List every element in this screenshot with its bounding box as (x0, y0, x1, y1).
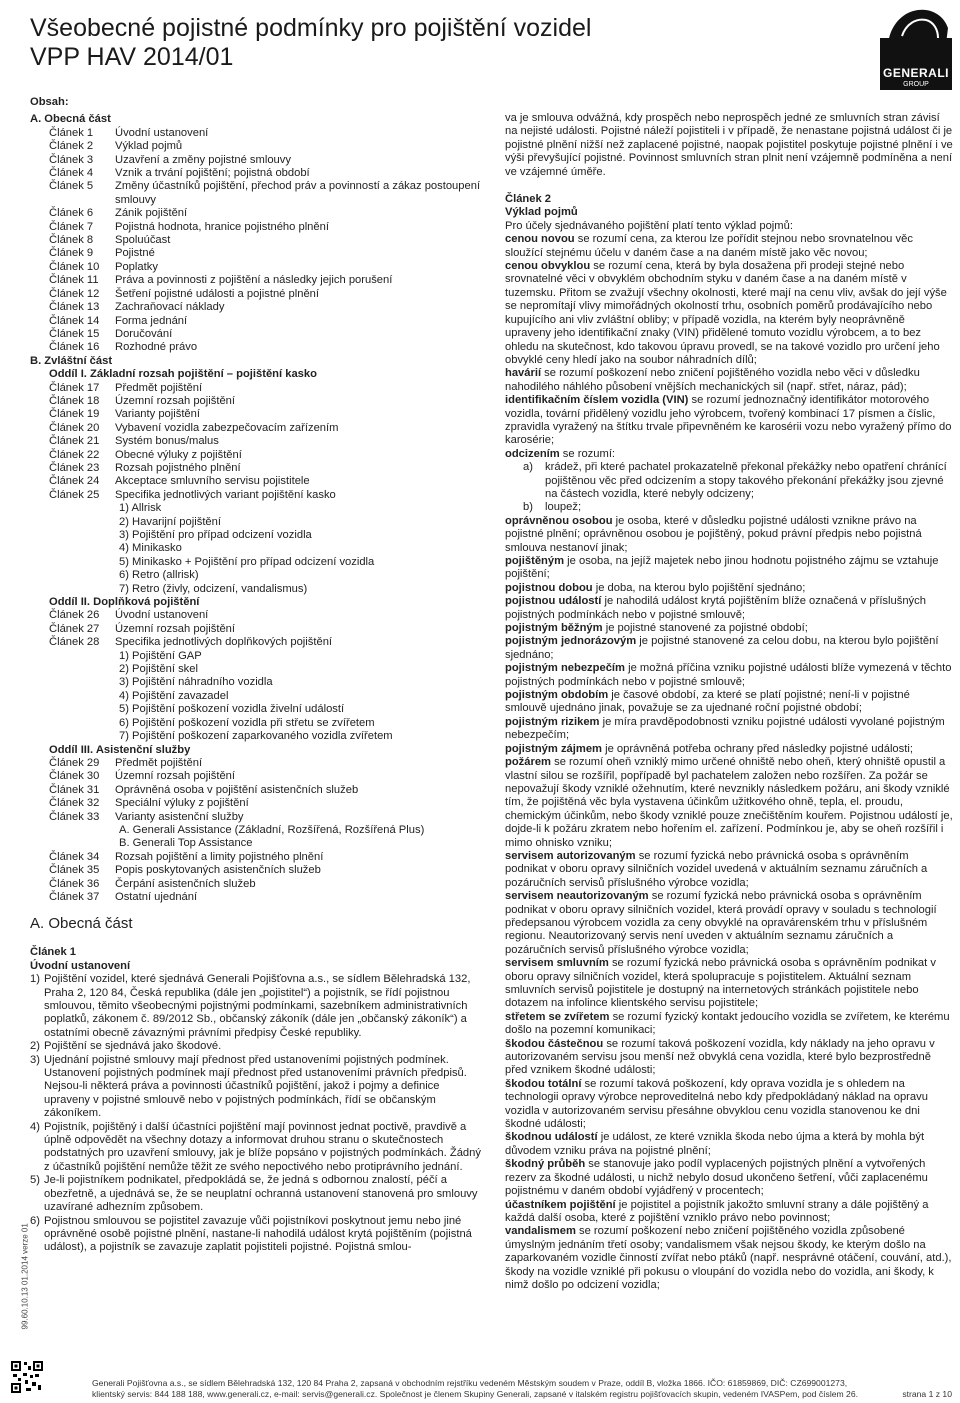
definition-text: je doba, na kterou bylo pojištění sjednáno; (592, 581, 806, 594)
toc-item (30, 489, 485, 502)
footer-line-2: klientský servis: 844 188 188, www.generali.cz, e-mail: servis@generali.cz. Společnost je členem Skupiny Generali, zapsané v italském registru pojišťovacích skupin, vedeném IVASPem, pod číslem 26. (92, 1389, 859, 1399)
toc-item-number: Článek 12 (49, 287, 100, 300)
definition-term: servisem neautorizovaným (505, 890, 649, 903)
logo-box (880, 38, 952, 90)
toc-item-number: Článek 3 (49, 153, 94, 166)
toc-item (30, 154, 485, 167)
toc-subitem: 1) Allrisk (119, 502, 162, 515)
paragraph-text: Pojištění vozidel, které sjednává Generali Pojišťovna a.s., se sídlem Bělehradská 132, Praha 2, 120 84, Česká republika (dále jen „pojistitel“) a pojistník, se řídí pojistnou smlouvou, těmito všeobecnými pojistnými podmínkami, sazebníkem administrativních poplatků, zákonem č. 89/2012 Sb., občanský zákoník (dále jen „občanský zákoník“) a ostatními obecně závaznými právními předpisy České republiky. (44, 973, 471, 1039)
toc-item (30, 261, 485, 274)
paragraph-number: 4) (30, 1120, 40, 1133)
generali-logo (880, 6, 952, 92)
toc-item-number: Článek 20 (49, 421, 100, 434)
paragraph-number: 5) (30, 1174, 40, 1187)
toc-item-number: Článek 21 (49, 435, 100, 448)
toc-item-title: Uzavření a změny pojistné smlouvy (115, 153, 291, 166)
definition-text: se stanovuje jako podíl vyplacených pojistných plnění a vytvořených rezerv za škodné události, u nichž nebylo dosud ukončeno šetření, vůči zaplacenému pojistnému v daném období vyjádřený v procentech; (505, 1158, 928, 1198)
toc-item (30, 864, 485, 877)
toc-item (30, 180, 485, 207)
toc-item (30, 288, 485, 301)
toc-item-title: Úvodní ustanovení (115, 126, 209, 139)
toc-item-number: Článek 28 (49, 636, 100, 649)
toc-item-title: Poplatky (115, 260, 158, 273)
definition-text: je časové období, za které se platí pojistné; není-li v pojistné smlouvě ujednáno jinak, považuje se za ujednané roční pojistné období; (505, 689, 910, 715)
footer-line-1: Generali Pojišťovna a.s., se sídlem Bělehradská 132, 120 84 Praha 2, zapsaná v obchodním rejstříku vedeném Městským soudem v Praze, oddíl B, vložka 1866. IČO: 61859869, DIČ: CZ699001273, (92, 1378, 848, 1388)
toc-part-a-list (30, 127, 485, 355)
definition-item (505, 1078, 953, 1132)
theft-item-letter: b) (523, 501, 533, 514)
toc-item-number: Článek 9 (49, 247, 94, 260)
toc-item (30, 408, 485, 421)
toc-item-number: Článek 14 (49, 314, 100, 327)
toc-item (30, 784, 485, 797)
toc-item (30, 422, 485, 435)
toc-item-title: Předmět pojištění (115, 381, 203, 394)
toc-subitem: 6) Retro (allrisk) (119, 569, 199, 582)
definition-text: se rozumí fyzická nebo právnická osoba s oprávněním podnikat v oboru opravy silničních vozidel uvedená v aktuálním seznamu záručních a pozáručních servisů příslušného výrobce vozidla; (505, 849, 928, 889)
definition-term: pojistnou dobou (505, 581, 593, 594)
toc-subitem: 2) Pojištění skel (119, 663, 198, 676)
theft-item-text: loupež; (545, 501, 582, 514)
toc-item-title: Systém bonus/malus (115, 435, 219, 448)
definition-item (505, 622, 953, 635)
toc-item (30, 770, 485, 783)
definition-item (505, 555, 953, 582)
toc-item (30, 247, 485, 260)
toc-item-number: Článek 35 (49, 864, 100, 877)
definition-term: servisem autorizovaným (505, 849, 636, 862)
definition-term: oprávněnou osobou (505, 514, 613, 527)
definition-item (505, 1158, 953, 1198)
toc-item-title: Předmět pojištění (115, 756, 203, 769)
definition-term: odcizením (505, 447, 560, 460)
definition-term: účastníkem pojištění (505, 1198, 616, 1211)
definition-item (505, 515, 953, 555)
definition-item (505, 233, 953, 260)
definition-item (505, 595, 953, 622)
toc-item-title: Ostatní ujednání (115, 890, 198, 903)
page-title (30, 14, 591, 72)
toc-item-title: Změny účastníků pojištění, přechod práv a povinností a zákaz postoupení smlouvy (115, 180, 481, 206)
definition-item (505, 367, 953, 394)
toc-item-title: Rozsah pojištění a limity pojistného plnění (115, 850, 324, 863)
article-2-title: Výklad pojmů (505, 206, 578, 219)
toc-item-number: Článek 36 (49, 877, 100, 890)
definition-term: požárem (505, 756, 552, 769)
toc-subitem: 3) Pojištění pro případ odcizení vozidla (119, 529, 312, 541)
definition-text: se rozumí oheň vzniklý mimo určené ohniště nebo oheň, který ohniště opustil a vlastní silou se rozšířil, popřípadě byl pachatelem založen nebo rozšířen. Za požár se nepovažují škody vzniklé ožehnutím, které nevznikly následkem požáru, ani škody vzniklé tím, že pojištěná věc byla vystavena účinkům užitkového ohně, tepla, el. proudu, chemickým účinkům, nebo škody vzniklé pouze znečištěním kouřem. Pojistnou událostí je, dojde-li k požáru zkratem nebo hořením el. zařízení. Podmínkou je, aby se oheň rozšířil i mimo ohnisko vzniku; (505, 756, 953, 849)
toc-item (30, 234, 485, 247)
theft-definition-items (505, 461, 953, 515)
article-2-intro: Pro účely sjednávaného pojištění platí tento výklad pojmů: (505, 219, 793, 232)
toc-subitem: 1) Pojištění GAP (119, 649, 202, 662)
theft-item (523, 461, 953, 501)
toc-item-number: Článek 34 (49, 850, 100, 863)
article-1-paragraph (30, 1121, 485, 1175)
definition-item (505, 394, 953, 448)
toc-item-number: Článek 31 (49, 783, 100, 796)
toc-subitem: 6) Pojištění poškození vozidla při střetu se zvířetem (119, 716, 375, 729)
toc-item (30, 757, 485, 770)
definition-item (505, 1131, 953, 1158)
toc-item-number: Článek 27 (49, 622, 100, 635)
toc-item (30, 609, 485, 622)
paragraph-text: Pojištění se sjednává jako škodové. (44, 1040, 222, 1053)
toc-item-number: Článek 25 (49, 488, 100, 501)
toc-item-number: Článek 24 (49, 475, 100, 488)
toc-section-1-list (30, 382, 485, 503)
toc-item (30, 797, 485, 810)
toc-section-2: Oddíl II. Doplňková pojištění (49, 596, 200, 609)
toc-item-title: Šetření pojistné události a pojistné plnění (115, 287, 319, 300)
toc-item (30, 462, 485, 475)
definition-text: se rozumí fyzická nebo právnická osoba s oprávněním podnikat v oboru opravy silničních vozidel, která spolupracuje s pojistitelem. Aktuální seznam smluvních servisů pojistitele je dostupný na internetových stránkách pojistitele nebo dotazem na infolince klientského servisu pojistitele; (505, 957, 936, 1010)
logo-group: GROUP (903, 81, 929, 88)
paragraph-number: 2) (30, 1040, 40, 1053)
toc-subitem: 5) Minikasko + Pojištění pro případ odcizení vozidla (119, 555, 375, 568)
definition-term: cenou obvyklou (505, 260, 591, 273)
definition-text: se rozumí: (559, 447, 616, 460)
paragraph-number: 6) (30, 1214, 40, 1227)
definition-term: vandalismem (505, 1225, 576, 1238)
definition-text: se rozumí fyzický kontakt jedoucího vozidla se zvířetem, ke kterému došlo na pozemní komunikaci; (505, 1010, 950, 1037)
toc-part-b: B. Zvláštní část (30, 354, 113, 367)
toc-item (30, 140, 485, 153)
title-line-1: Všeobecné pojistné podmínky pro pojištění vozidel (30, 14, 592, 42)
definition-text: se rozumí poškození nebo zničení pojištěného vozidla způsobené úmyslným jednáním třetí osoby; vandalismem však nejsou škody, ke kterým došlo na zaparkovaném vozidle činností zvířat nebo ptáků (např. nesprávné otáčení, couvání, atd.), škody na vozidle vzniklé při pokusu o vloupání do vozidla nebo do vozidla, ani škody, k nimž došlo po odcizení vozidla; (505, 1225, 952, 1291)
toc-item (30, 395, 485, 408)
toc-item-number: Článek 13 (49, 301, 100, 314)
paragraph-number: 1) (30, 973, 40, 986)
definition-item (505, 890, 953, 957)
definition-text: je nahodilá událost krytá pojištěním blíže označená v příslušných pojistných podmínkách nebo v pojistné smlouvě; (505, 595, 926, 621)
toc-item (30, 207, 485, 220)
toc-item-number: Článek 11 (49, 274, 99, 287)
left-column (30, 96, 485, 1255)
toc-item (30, 221, 485, 234)
paragraph-text: Je-li pojistníkem podnikatel, předpokládá se, že jedná s odbornou znalostí, péčí a obezřetně, a ujednává se, že se neuplatní ochranná ustanovení stanovená pro smlouvy uzavírané adhezním způsobem. (44, 1174, 478, 1214)
toc-item-number: Článek 29 (49, 756, 100, 769)
definition-item (505, 957, 953, 1011)
definition-item (505, 1011, 953, 1038)
toc-item-title: Obecné výluky z pojištění (115, 448, 242, 461)
toc-item (30, 341, 485, 354)
definition-term: škodný průběh (505, 1158, 586, 1171)
definition-text: je pojistné stanovené za celou dobu, na kterou bylo pojištění sjednáno; (505, 635, 939, 661)
toc-item-number: Článek 16 (49, 341, 100, 354)
toc-subitem: 2) Havarijní pojištění (119, 515, 221, 528)
definition-term: havárií (505, 367, 542, 380)
article-1-continuation: va je smlouva odvážná, kdy prospěch nebo neprospěch jedné ze smluvních stran závisí na nejisté události. Pojistné náleží pojistiteli i v případě, že nenastane pojistná událost či je pojistné plnění nižší než zaplacené pojistné, naopak pojistitel poskytuje pojistné plnění i ve výši převyšující pojistné. Povinnost smluvních stran plnit není vzájemně podmíněna a není ve vzájemné úměře. (505, 112, 953, 178)
toc-subitem: 7) Pojištění poškození zaparkovaného vozidla zvířetem (119, 730, 393, 743)
theft-item (523, 501, 953, 514)
toc-item (30, 475, 485, 488)
toc-item (30, 301, 485, 314)
toc-item (30, 382, 485, 395)
toc-item-number: Článek 30 (49, 770, 100, 783)
toc-item (30, 435, 485, 448)
toc-item-title: Akceptace smluvního servisu pojistitele (115, 475, 310, 488)
theft-item-text: krádež, při které pachatel prokazatelně překonal překážky nebo opatření chránící pojištěnou věc před odcizením a stopy takového překonání překážky jsou zjevné na částech vozidla, které nebyly odcizeny; (545, 461, 947, 500)
toc-item-title: Výklad pojmů (115, 140, 183, 153)
definition-item (505, 1225, 953, 1292)
definition-item (505, 850, 953, 890)
definition-item (505, 260, 953, 367)
right-column (505, 112, 953, 1292)
definition-term: pojistnou událostí (505, 595, 602, 608)
definition-term: pojištěným (505, 555, 565, 567)
toc-item-number: Článek 37 (49, 890, 100, 903)
definition-text: je míra pravděpodobnosti vzniku pojistné události vyvolané pojistným nebezpečím; (505, 715, 945, 742)
toc-section-2-sublist (30, 650, 485, 744)
toc-item-number: Článek 5 (49, 180, 94, 193)
toc-item-number: Článek 1 (49, 126, 94, 139)
toc-item-number: Článek 22 (49, 448, 100, 461)
definition-text: se rozumí jednoznačný identifikátor motorového vozidla, tovární přidělený vozidlu jeho výrobcem, tvořený kombinací 17 písmen a číslic, zpravidla vyražený na štítku trvale připevněném ke karosérii vozu nebo vyražený přímo do karosérie; (505, 394, 952, 447)
definition-term: škodou totální (505, 1077, 582, 1090)
toc-item-title: Doručování (115, 327, 173, 340)
toc-subitem: 7) Retro (živly, odcizení, vandalismus) (119, 582, 308, 595)
article-1-title: Úvodní ustanovení (30, 959, 131, 972)
toc-item-title: Forma jednání (115, 314, 188, 327)
definition-text: se rozumí fyzická nebo právnická osoba s oprávněním podnikat v oboru opravy silničních vozidel, která provádí opravy v souladu s technologií předepsanou výrobcem vozidla za ceny obvyklé na opravárenském trhu v příslušném regionu. Neautorizovaný servis není uveden v aktuálním seznamu záručních a pozáručních servisů příslušného výrobce vozidla; (505, 890, 937, 956)
toc-item-title: Územní rozsah pojištění (115, 622, 236, 635)
toc-item (30, 127, 485, 140)
footer (92, 1378, 952, 1400)
toc-section-3-list-a (30, 757, 485, 824)
paragraph-text: Ujednání pojistné smlouvy mají přednost před ustanoveními pojistných podmínek. Ustanovení pojistných podmínek mají přednost před ustanoveními právních předpisů. Nejsou-li některá práva a povinnosti účastníků pojištění, jakož i pojmy a definice upraveny v pojistné smlouvě nebo v pojistných podmínkách, řídí se občanským zákoníkem. (44, 1053, 467, 1120)
toc-item-number: Článek 10 (49, 260, 100, 273)
definition-text: je pojistitel a pojistník jakožto smluvní strany a dále pojištěný a každá další osoba, které z pojištění vzniklo právo nebo povinnost; (505, 1198, 929, 1224)
toc-item (30, 811, 485, 824)
definition-term: pojistným zájmem (505, 742, 602, 755)
toc-subitem: B. Generali Top Assistance (119, 837, 253, 850)
toc-item-number: Článek 8 (49, 234, 94, 247)
definition-item (505, 635, 953, 662)
part-a-heading: A. Obecná část (30, 915, 133, 933)
article-1-paragraph (30, 1174, 485, 1214)
article-1-paragraph (30, 973, 485, 1040)
definition-item (505, 743, 953, 756)
paragraph-text: Pojistník, pojištěný i další účastníci pojištění mají povinnost jednat poctivě, pravdivě a úplně odpovědět na všechny dotazy a informovat druhou stranu o skutečnostech podstatných pro uzavření smlouvy, jak je blíže popsáno v pojistných podmínkách. Žádný z účastníků pojištění nemůže těžit ze svého nepoctivého nebo protiprávního jednání. (44, 1120, 481, 1173)
toc-item-number: Článek 15 (49, 327, 100, 340)
toc-item-title: Varianty asistenční služby (115, 810, 244, 823)
definition-term: pojistným běžným (505, 622, 603, 635)
definitions-list-2 (505, 515, 953, 1293)
toc-item-title: Specifika jednotlivých variant pojištění kasko (115, 488, 336, 501)
toc-item-number: Článek 32 (49, 797, 100, 810)
logo-name: GENERALI (882, 66, 949, 80)
toc-item (30, 449, 485, 462)
definition-item (505, 662, 953, 689)
toc-item-title: Specifika jednotlivých doplňkových pojištění (115, 636, 333, 649)
toc-item-title: Rozsah pojistného plnění (115, 461, 241, 474)
title-line-2: VPP HAV 2014/01 (30, 43, 234, 71)
definition-item (505, 448, 953, 461)
definition-item (505, 1199, 953, 1226)
toc-subitem: 3) Pojištění náhradního vozidla (119, 676, 273, 689)
toc-item-title: Pojistné (115, 247, 155, 260)
toc-item-title: Zachraňovací náklady (115, 301, 225, 314)
definition-item (505, 582, 953, 595)
definition-text: se rozumí taková poškození vozidla, kdy náklady na jeho opravu v autorizovaném servisu jsou menší než obvyklá cena vozidla, které bylo bezprostředně před vznikem škodné události; (505, 1037, 935, 1077)
definition-text: je oprávněná potřeba ochrany před následky pojistné události; (601, 742, 913, 755)
article-1-paragraph (30, 1040, 485, 1053)
toc-section-3-list-b (30, 851, 485, 905)
definition-item (505, 1038, 953, 1078)
paragraph-text: Pojistnou smlouvou se pojistitel zavazuje vůči pojistníkovi poskytnout jemu nebo jiné oprávněné osobě pojistné plnění, nastane-li nahodilá událost krytá pojištěním (pojistná událost), a pojistník se zavazuje zaplatit pojistiteli pojistné. Pojistná smlou- (44, 1214, 472, 1254)
toc-subitem: 4) Minikasko (119, 542, 182, 555)
definition-text: se rozumí poškození nebo zničení pojištěného vozidla nebo věci v důsledku nahodilého náhlého působení vnějších mechanických sil (např. střet, náraz, pád); (505, 367, 920, 393)
definition-item (505, 689, 953, 716)
article-1-number: Článek 1 (30, 946, 77, 959)
toc-item (30, 623, 485, 636)
paragraph-number: 3) (30, 1053, 40, 1066)
toc-part-a: A. Obecná část (30, 113, 111, 126)
toc-item-title: Varianty pojištění (115, 408, 200, 421)
toc-item-title: Práva a povinnosti z pojištění a následky jejich porušení (115, 274, 393, 287)
toc-item-number: Článek 23 (49, 461, 100, 474)
definition-term: škodnou událostí (505, 1131, 598, 1144)
definition-term: servisem smluvním (505, 957, 609, 970)
toc-section-1: Oddíl I. Základní rozsah pojištění – pojištění kasko (49, 368, 317, 381)
toc-item (30, 636, 485, 649)
toc-item (30, 167, 485, 180)
toc-item-number: Článek 33 (49, 810, 100, 823)
toc-item-number: Článek 6 (49, 207, 94, 220)
toc-section-1-sublist (30, 502, 485, 596)
toc-section-2-list (30, 609, 485, 649)
theft-item-letter: a) (523, 461, 533, 474)
toc-item-title: Úvodní ustanovení (115, 609, 209, 622)
toc-item-title: Čerpání asistenčních služeb (115, 877, 256, 890)
definition-term: cenou novou (505, 233, 575, 246)
toc-item (30, 891, 485, 904)
toc-item-number: Článek 18 (49, 394, 100, 407)
qr-code-icon (10, 1360, 44, 1394)
toc-item-number: Článek 4 (49, 167, 94, 180)
toc-item-title: Popis poskytovaných asistenčních služeb (115, 864, 321, 877)
toc-item-number: Článek 19 (49, 408, 100, 421)
toc-item-title: Spoluúčast (115, 234, 171, 247)
definition-text: je osoba, které v důsledku pojistné události vznikne právo na pojistné plnění; oprávněnou osobou je pojištěný, pokud právní předpis nebo pojistná smlouva nestanoví jinak; (505, 514, 922, 554)
article-1-paragraph (30, 1215, 485, 1255)
toc-item (30, 878, 485, 891)
toc-subitem: 5) Pojištění poškození vozidla živelní událostí (119, 703, 345, 716)
definition-text: je možná příčina vzniku pojistné události blíže vymezená v těchto pojistných podmínkách nebo v pojistné smlouvě; (505, 662, 952, 688)
definition-term: pojistným jednorázovým (505, 635, 637, 648)
definition-text: se rozumí taková poškození, kdy oprava vozidla je s ohledem na technologii opravy výrobce neproveditelná nebo kdy předpokládaný náklad na opravu vozidla v autorizovaném servisu přesáhne obvyklou cenu vozidla stanovenou ke dni škodné události; (505, 1077, 928, 1131)
definition-term: škodou částečnou (505, 1037, 604, 1050)
toc-item-title: Vybavení vozidla zabezpečovacím zařízením (115, 421, 339, 434)
toc-item-title: Rozhodné právo (115, 341, 198, 354)
toc-item-number: Článek 26 (49, 609, 100, 622)
article-1-paragraph (30, 1054, 485, 1121)
definition-text: se rozumí cena, která by byla dosažena při prodeji stejné nebo srovnatelné věci v obvyklém obchodním styku v daném čase a na daném místě v tuzemsku. Přitom se zvažují všechny okolnosti, které mají na cenu vliv, avšak do její výše se nepromítají vlivy mimořádných okolností trhu, osobních poměrů prodávajícího nebo kupujícího ani vliv zvláštní obliby; v případě vozidla, na kterém byly neoprávněně upraveny jeho identifikační znaky (VIN) přidělené tomuto vozidlu výrobcem, a to bez ohledu na skutečnost, kdo takovou úpravu provedl, se na takové vozidlo pro určení jeho obvyklé ceny hledí jako na soubor náhradních dílů; (505, 260, 947, 366)
toc-item-number: Článek 17 (49, 381, 100, 394)
toc-item (30, 328, 485, 341)
toc-item-title: Územní rozsah pojištění (115, 770, 236, 783)
toc-item-number: Článek 7 (49, 220, 94, 233)
definition-term: pojistným rizikem (505, 715, 600, 728)
definition-term: pojistným nebezpečím (505, 662, 625, 675)
article-1-paragraphs (30, 973, 485, 1255)
definition-item (505, 756, 953, 850)
toc-subitem: 4) Pojištění zavazadel (119, 689, 229, 702)
toc-item (30, 851, 485, 864)
toc-section-3-sublist (30, 824, 485, 851)
definition-text: je osoba, na jejíž majetek nebo jinou hodnotu pojistného zájmu se vztahuje pojištění; (505, 555, 939, 581)
definition-term: identifikačním číslem vozidla (VIN) (505, 394, 689, 407)
toc-item (30, 274, 485, 287)
article-2-number: Článek 2 (505, 193, 552, 206)
definition-term: pojistným obdobím (505, 689, 609, 702)
toc-item-number: Článek 2 (49, 140, 94, 153)
definition-text: je pojistné stanovené za pojistné období; (602, 622, 808, 635)
definition-text: je událost, ze které vznikla škoda nebo újma a která by mohla být důvodem vzniku práva na pojistné plnění; (505, 1131, 925, 1157)
toc-item-title: Územní rozsah pojištění (115, 394, 236, 407)
toc-item-title: Vznik a trvání pojištění; pojistná období (115, 167, 310, 180)
page-number: strana 1 z 10 (902, 1389, 952, 1399)
document-code: 99.60.10.13 01.2014 verze 01 (20, 1223, 30, 1330)
toc-item (30, 315, 485, 328)
definition-item (505, 716, 953, 743)
definition-term: střetem se zvířetem (505, 1010, 610, 1023)
toc-item-title: Zánik pojištění (115, 207, 188, 220)
definition-text: se rozumí cena, za kterou lze pořídit stejnou nebo srovnatelnou věc sloužící stejnému účelu v daném čase a na daném místě jako věc novou; (505, 233, 913, 259)
toc-item-title: Pojistná hodnota, hranice pojistného plnění (115, 220, 329, 233)
toc-section-3: Oddíl III. Asistenční služby (49, 743, 191, 756)
toc-item-title: Speciální výluky z pojištění (115, 797, 249, 810)
toc-heading: Obsah: (30, 96, 69, 108)
definitions-list (505, 233, 953, 461)
toc-item-title: Oprávněná osoba v pojištění asistenčních služeb (115, 783, 359, 796)
toc-subitem: A. Generali Assistance (Základní, Rozšířená, Rozšířená Plus) (119, 823, 425, 836)
